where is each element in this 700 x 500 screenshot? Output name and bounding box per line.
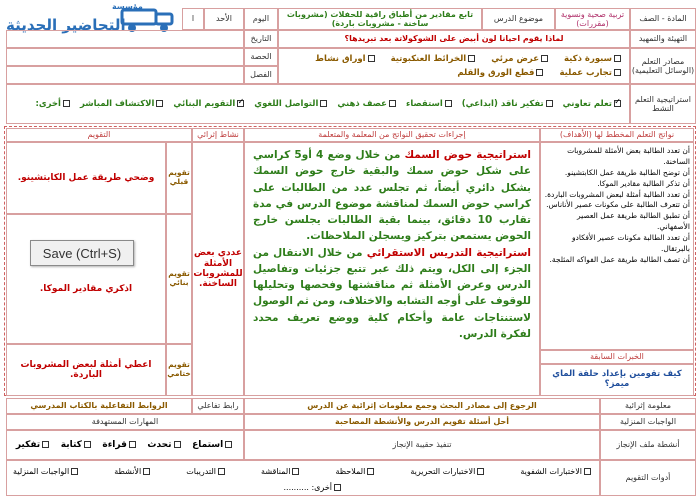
subject-grade-label: المادة - الصف bbox=[630, 8, 696, 30]
checkbox-icon[interactable] bbox=[614, 69, 621, 76]
header-extra: ا bbox=[182, 8, 204, 30]
checkbox-icon[interactable] bbox=[129, 441, 136, 448]
assess-tool-item[interactable]: التدريبات bbox=[186, 467, 227, 476]
procedure-2: استراتيجية التدريس الاستقرائي من خلال الانتقال من الجزء إلى الكل، ويتم ذلك عبر تتبع جزئيات وتفاصيل الدرس وعرض الأمثلة ثم مناقشتها وفحصها وتحليلها للوقوف على أوجه التشابه والاختلاف، ومن ثم الوصول لاستنتاجات عامة وأحكام كلية ووضع تعريف محدد لفكرة الدرس. bbox=[253, 246, 531, 340]
objective-item: أن تذكر الطالبة مقادير الموكا. bbox=[597, 178, 690, 188]
strategy-item[interactable]: أخرى: bbox=[35, 99, 72, 109]
prior-text: كيف تقومين بإعداد حلقة الماي ميمز؟ bbox=[540, 364, 694, 396]
checkbox-icon[interactable] bbox=[541, 55, 548, 62]
skills-label: المهارات المستهدفة bbox=[6, 414, 244, 430]
objective-item: أن تعدد الطالبة مكونات عصير الأفكادو بالبرتقال. bbox=[571, 233, 690, 253]
enrich-label: معلومة إثرائية bbox=[600, 398, 696, 414]
date-value bbox=[6, 30, 244, 48]
checkbox-icon[interactable] bbox=[546, 100, 553, 107]
portfolio-text: تنفيذ حقيبة الإنجاز bbox=[244, 430, 600, 460]
checkbox-icon[interactable] bbox=[71, 468, 78, 475]
strategy-item[interactable]: استقصاء bbox=[406, 99, 454, 109]
checkbox-icon[interactable] bbox=[42, 441, 49, 448]
strategies-list bbox=[6, 84, 630, 124]
assessment-row3-label: تقويم ختامي bbox=[166, 344, 192, 396]
checkbox-icon[interactable] bbox=[368, 55, 375, 62]
resources-list bbox=[278, 48, 630, 84]
activity-text: عددي بعض الأمثلة للمشروبات الساخنة. bbox=[192, 142, 244, 396]
objectives-list bbox=[540, 142, 694, 350]
homework-label: الواجبات المنزلية bbox=[600, 414, 696, 430]
objective-item: أن تصف الطالبة طريقة عمل الفواكه المثلجة. bbox=[549, 254, 690, 264]
period-label: الحصة bbox=[244, 48, 278, 66]
save-tooltip[interactable] bbox=[30, 240, 134, 266]
skill-item[interactable]: تفكير bbox=[16, 440, 51, 450]
objective-item: أن تطبق الطالبة طريقة عمل العصير الأصفهاني. bbox=[576, 211, 690, 232]
skills-list bbox=[6, 430, 244, 460]
intro-label: التهيئة والتمهيد bbox=[630, 30, 696, 48]
checkbox-icon[interactable] bbox=[156, 100, 163, 107]
checkbox-icon[interactable] bbox=[445, 100, 452, 107]
lesson-topic-label: موضوع الدرس bbox=[482, 8, 555, 30]
activity-header: نشاط إثرائي bbox=[192, 128, 244, 142]
assess-tool-item[interactable]: الاختبارات الشفوية bbox=[520, 467, 593, 476]
logo-line2: التحاضير الحديثة bbox=[6, 16, 126, 34]
assessment-row1-text: وضحي طريقة عمل الكابتشينو. bbox=[6, 142, 166, 214]
lesson-topic-value: تابع مقادير من أطباق راقية للحفلات (مشروبات ساخنة - مشروبات باردة) bbox=[278, 8, 482, 30]
resource-item[interactable]: قطع الورق والقلم bbox=[457, 68, 545, 78]
strategy-item[interactable]: الاكتشاف المباشر bbox=[80, 99, 165, 109]
checkbox-checked-icon[interactable] bbox=[614, 100, 621, 107]
day-label: اليوم bbox=[244, 8, 278, 30]
assessment-row2-label: تقويم بنائي bbox=[166, 214, 192, 344]
checkbox-icon[interactable] bbox=[536, 69, 543, 76]
resource-item[interactable]: اوراق نشاط bbox=[315, 54, 376, 64]
portfolio-label: أنشطة ملف الإنجاز bbox=[600, 430, 696, 460]
assessment-header: التقويم bbox=[6, 128, 192, 142]
assess-tools-list bbox=[6, 460, 600, 496]
assessment-row2-text: اذكري مقادير الموكا. bbox=[6, 214, 166, 344]
skill-item[interactable]: قراءة bbox=[102, 440, 138, 450]
day-value: الأحد bbox=[204, 8, 244, 30]
checkbox-checked-icon[interactable] bbox=[237, 100, 244, 107]
strategy-item[interactable]: عصف ذهني bbox=[337, 99, 398, 109]
skill-item[interactable]: كتابة bbox=[61, 440, 93, 450]
subject-value: تربية صحية ونسوية (مقررات) bbox=[555, 8, 630, 30]
assess-tool-item[interactable]: الواجبات المنزلية bbox=[13, 467, 80, 476]
enrich-text: الرجوع إلى مصادر البحث وجمع معلومات إثرائية عن الدرس bbox=[244, 398, 600, 414]
checkbox-icon[interactable] bbox=[218, 468, 225, 475]
assess-tool-item[interactable]: الأنشطة bbox=[114, 467, 152, 476]
objectives-header: نواتج التعلم المخطط لها (الأهداف) bbox=[540, 128, 694, 142]
checkbox-icon[interactable] bbox=[389, 100, 396, 107]
checkbox-icon[interactable] bbox=[292, 468, 299, 475]
strategy-item[interactable]: ✓تعلم تعاوني bbox=[563, 99, 623, 109]
prior-label: الخبرات السابقة bbox=[540, 350, 694, 364]
skill-item[interactable]: استماع bbox=[192, 440, 234, 450]
checkbox-icon[interactable] bbox=[84, 441, 91, 448]
checkbox-icon[interactable] bbox=[614, 55, 621, 62]
assess-tool-item[interactable]: الملاحظة bbox=[335, 467, 376, 476]
checkbox-icon[interactable] bbox=[225, 441, 232, 448]
logo-line1: مؤسسة bbox=[112, 2, 143, 11]
date-label: التاريخ bbox=[244, 30, 278, 48]
assessment-row3-text: اعطي أمثلة لبعض المشروبات الباردة. bbox=[6, 344, 166, 396]
class-label: الفصل bbox=[244, 66, 278, 84]
checkbox-icon[interactable] bbox=[477, 468, 484, 475]
strategy2-title: استراتيجية التدريس الاستقرائي bbox=[366, 246, 531, 259]
checkbox-icon[interactable] bbox=[63, 100, 70, 107]
procedures-text bbox=[244, 142, 540, 396]
strategy-item[interactable]: تفكير ناقد (ابداعي) bbox=[462, 99, 555, 109]
resource-item[interactable]: تجارب عملية bbox=[559, 68, 623, 78]
objective-item: أن توضح الطالبة طريقة عمل الكابتشينو. bbox=[564, 167, 690, 177]
checkbox-icon[interactable] bbox=[320, 100, 327, 107]
resource-item[interactable]: الخرائط العنكبوتية bbox=[391, 54, 478, 64]
assessment-row1-label: تقويم قبلي bbox=[166, 142, 192, 214]
procedures-header: إجراءات تحقيق النواتج من المعلمة والمتعلمة bbox=[244, 128, 540, 142]
objective-item: أن تعدد الطالبة أمثلة لبعض المشروبات الباردة. bbox=[544, 189, 690, 199]
strategies-label: استراتيجية التعلم النشط bbox=[630, 84, 696, 124]
link-label: رابط تفاعلي bbox=[192, 398, 244, 414]
class-value bbox=[6, 66, 244, 84]
objective-item: أن تتعرف الطالبة على مكونات عصير الأناناس. bbox=[546, 200, 690, 210]
save-tooltip-text: Save (Ctrl+S) bbox=[42, 245, 122, 261]
strategy-item[interactable]: ✓التقويم البنائي bbox=[173, 99, 246, 109]
resources-label: مصادر التعلم (الوسائل التعليمية) bbox=[630, 48, 696, 84]
homework-text: أحل أسئلة تقويم الدرس والأنشطة المصاحبة bbox=[244, 414, 600, 430]
assess-tool-item[interactable]: الاختبارات التحريرية bbox=[410, 467, 486, 476]
checkbox-icon[interactable] bbox=[584, 468, 591, 475]
resource-item[interactable]: سبورة ذكية bbox=[564, 54, 623, 64]
procedure-1: استراتيجية حوض السمك من خلال وضع 4 أو5 كراسي على شكل حوض سمك والبقية خارج حوض السمك بشكل دائري أيضاً، ثم تجلس عدد من الطالبات على كراسي حوض السمك لمناقشة موضوع الدرس في مدة تقارب 10 دقائق، بينما بقية الطالبات يجلسن خارج الحوض يستمعن بتركيز ويسجلن الملاحظات. bbox=[253, 149, 531, 243]
checkbox-icon[interactable] bbox=[468, 55, 475, 62]
assess-tool-item[interactable]: المناقشة bbox=[261, 467, 301, 476]
link-text[interactable]: الروابط التفاعلية بالكتاب المدرسي bbox=[6, 398, 192, 414]
resource-item[interactable]: عرض مرئي bbox=[491, 54, 550, 64]
checkbox-icon[interactable] bbox=[143, 468, 150, 475]
checkbox-icon[interactable] bbox=[174, 441, 181, 448]
checkbox-icon[interactable] bbox=[367, 468, 374, 475]
assess-tool-other[interactable]: أخرى: .......... bbox=[283, 483, 343, 492]
objective-item: أن تعدد الطالبة بعض الأمثلة للمشروبات الساخنة. bbox=[567, 146, 690, 166]
checkbox-icon[interactable] bbox=[334, 484, 341, 491]
assess-tools-label: أدوات التقويم bbox=[600, 460, 696, 496]
skill-item[interactable]: تحدث bbox=[147, 440, 182, 450]
strategy1-title: استراتيجية حوض السمك bbox=[404, 149, 531, 161]
period-value bbox=[6, 48, 244, 66]
strategy-item[interactable]: التواصل اللغوي bbox=[254, 99, 329, 109]
intro-value: لماذا يقوم احيانا لون أبيض على الشوكولاتة بعد تبريدها؟ bbox=[278, 30, 630, 48]
